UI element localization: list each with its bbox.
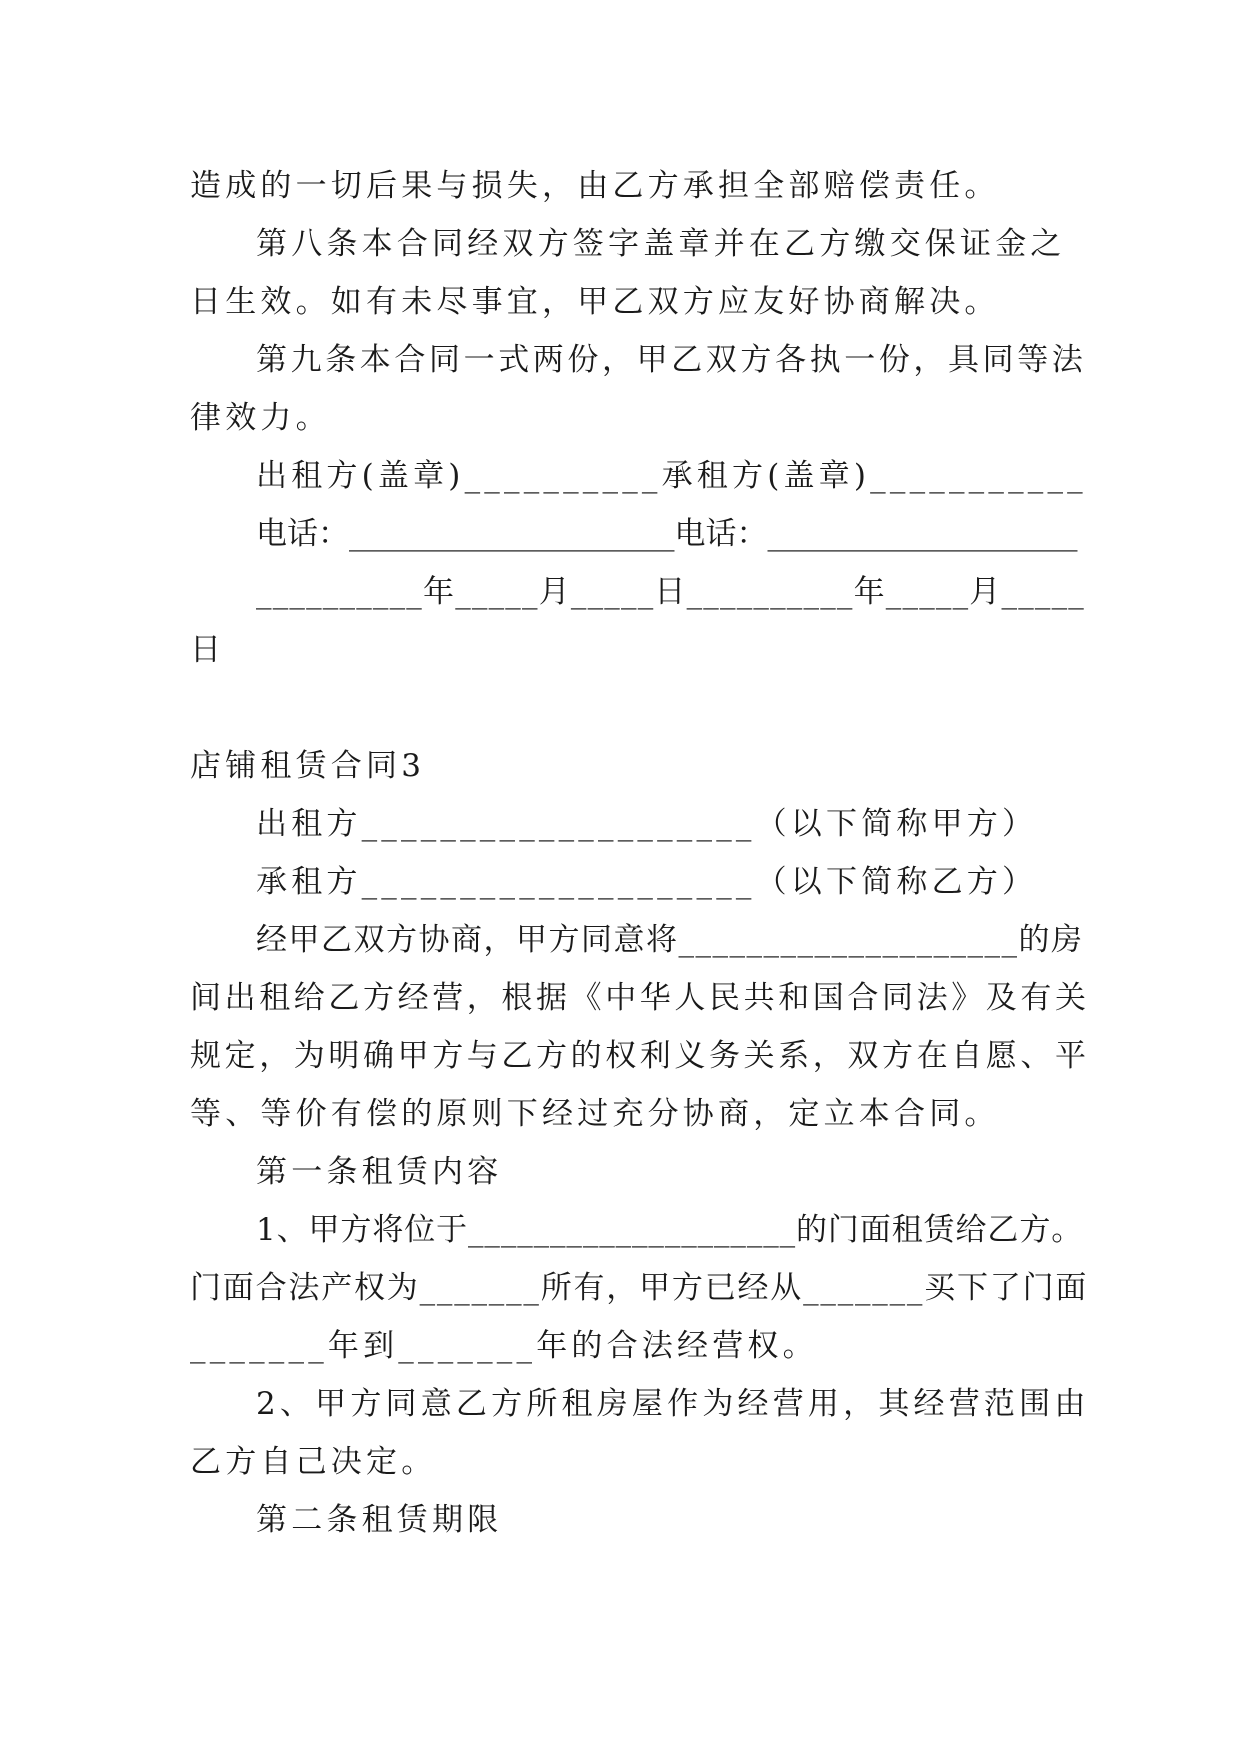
clause-2-line: 乙方自己决定。 xyxy=(190,1444,437,1480)
section-title: 店铺租赁合同3 xyxy=(190,748,426,784)
article-9-line: 第九条本合同一式两份，甲乙双方各执一份，具同等法 xyxy=(256,342,1087,378)
lessor-line: 出租方____________________（以下简称甲方） xyxy=(256,806,1038,842)
clause-1-line: 1、甲方将位于____________________的门面租赁给乙方。 xyxy=(256,1212,1084,1248)
paragraph-line: 日生效。如有未尽事宜，甲乙双方应友好协商解决。 xyxy=(190,284,1000,320)
clause-1-line: _______年到_______年的合法经营权。 xyxy=(190,1328,818,1364)
paragraph-line: 律效力。 xyxy=(190,400,331,436)
phone-line: 电话：_____________________电话：____________________ xyxy=(256,516,1078,552)
date-line: __________年_____月_____日__________年_____月_____ xyxy=(256,574,1085,610)
clause-1-line: 门面合法产权为_______所有，甲方已经从_______买下了门面 xyxy=(190,1270,1089,1306)
preamble-line: 间出租给乙方经营，根据《中华人民共和国合同法》及有关 xyxy=(190,980,1090,1016)
preamble-line: 规定，为明确甲方与乙方的权利义务关系，双方在自愿、平 xyxy=(190,1038,1090,1074)
date-line-end: 日 xyxy=(190,632,226,668)
seal-line: 出租方(盖章)__________承租方(盖章)___________ xyxy=(256,458,1087,494)
preamble-line: 等、等价有偿的原则下经过充分协商，定立本合同。 xyxy=(190,1096,1000,1132)
lessee-line: 承租方____________________（以下简称乙方） xyxy=(256,864,1038,900)
preamble-line: 经甲乙双方协商，甲方同意将____________________的房 xyxy=(256,922,1084,958)
article-8-line: 第八条本合同经双方签字盖章并在乙方缴交保证金之 xyxy=(256,226,1066,262)
article-1-heading: 第一条租赁内容 xyxy=(256,1154,503,1190)
clause-2-line: 2、甲方同意乙方所租房屋作为经营用，其经营范围由 xyxy=(256,1386,1090,1422)
paragraph-line: 造成的一切后果与损失，由乙方承担全部赔偿责任。 xyxy=(190,168,1000,204)
article-2-heading: 第二条租赁期限 xyxy=(256,1502,503,1538)
